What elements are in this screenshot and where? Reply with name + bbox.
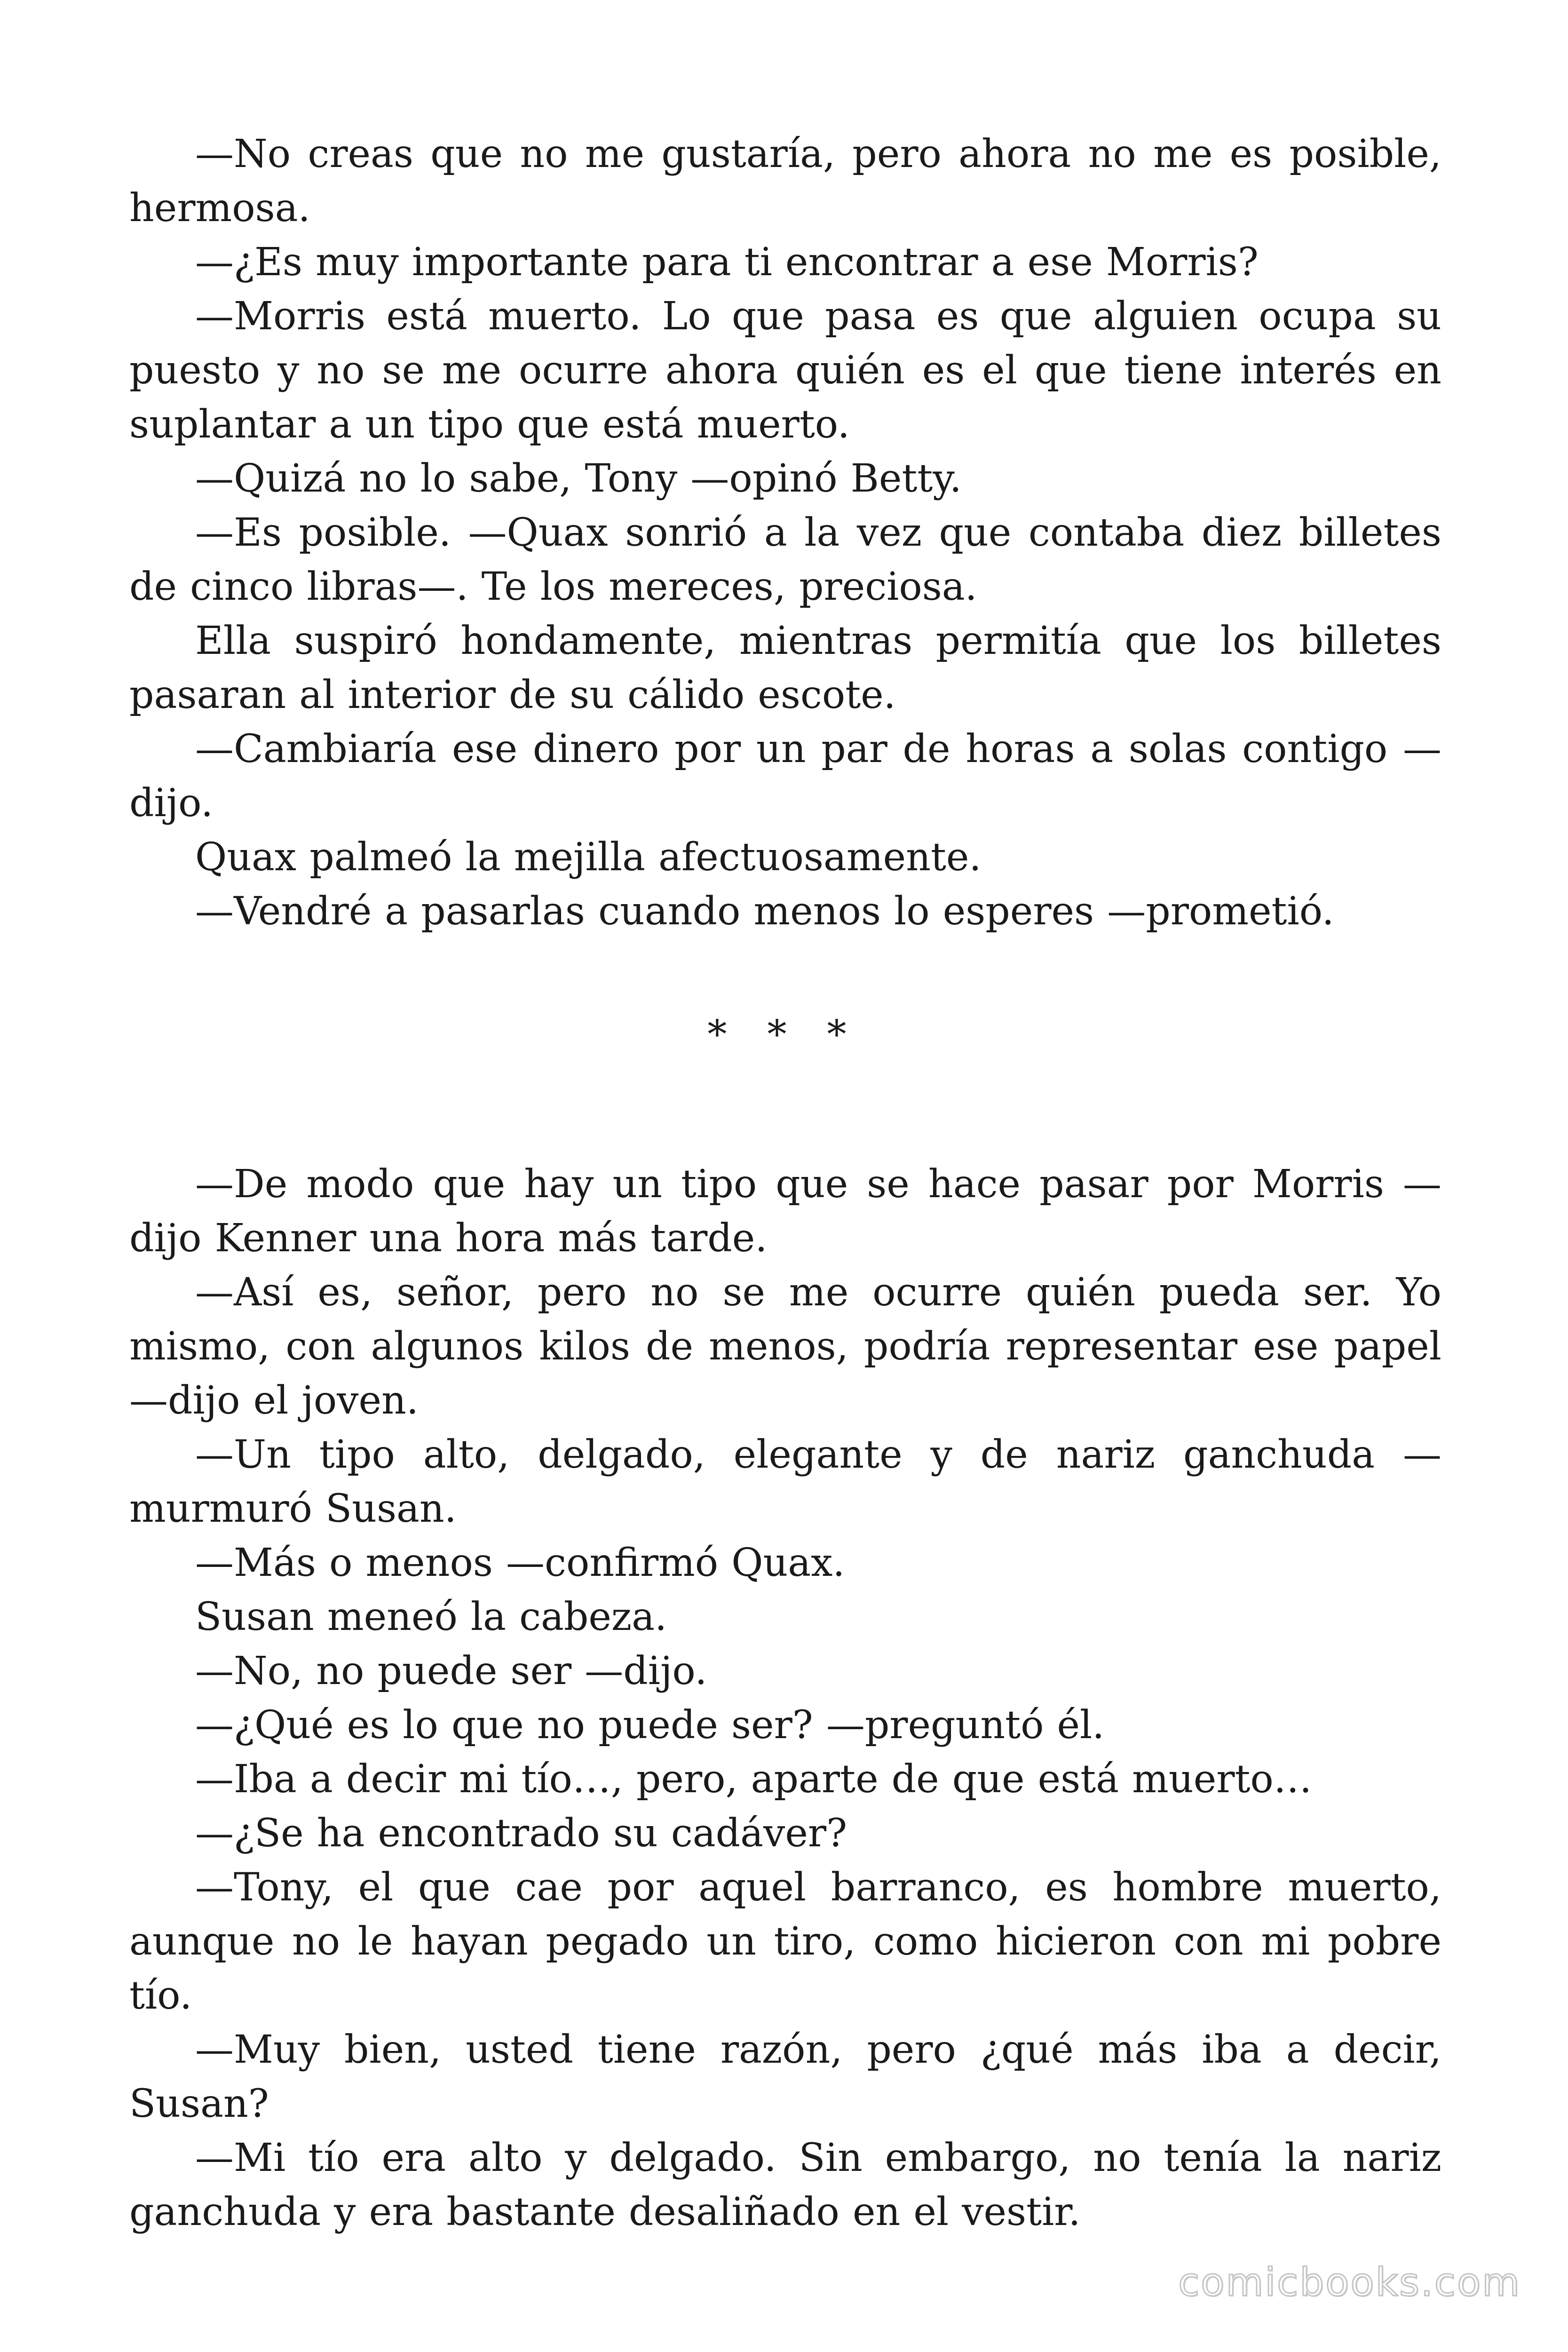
paragraph: —Vendré a pasarlas cuando menos lo esperes —prometió. xyxy=(195,889,1334,934)
section-separator: * * * xyxy=(707,1012,861,1057)
paragraph: —Así es, señor, pero no se me ocurre quién pueda ser. Yo mismo, con algunos kilos de menos, podría representar ese papel —dijo el joven. xyxy=(129,1270,1441,1423)
paragraph: —¿Qué es lo que no puede ser? —preguntó él. xyxy=(195,1703,1105,1748)
paragraph: —¿Es muy importante para ti encontrar a ese Morris? xyxy=(195,240,1259,285)
paragraph: Susan meneó la cabeza. xyxy=(195,1595,667,1639)
text-section-2 xyxy=(129,1157,1441,2239)
paragraph: —Iba a decir mi tío…, pero, aparte de que está muerto… xyxy=(195,1757,1312,1802)
paragraph: —Mi tío era alto y delgado. Sin embargo, no tenía la nariz ganchuda y era bastante desaliñado en el vestir. xyxy=(129,2136,1441,2234)
paragraph: —Muy bien, usted tiene razón, pero ¿qué más iba a decir, Susan? xyxy=(129,2027,1441,2126)
watermark: comicbooks.com xyxy=(1178,2260,1521,2305)
paragraph: —Quizá no lo sabe, Tony —opinó Betty. xyxy=(195,456,962,501)
paragraph: —Un tipo alto, delgado, elegante y de nariz ganchuda —murmuró Susan. xyxy=(129,1432,1441,1531)
paragraph: —Morris está muerto. Lo que pasa es que alguien ocupa su puesto y no se me ocurre ahora quién es el que tiene interés en suplantar a un tipo que está muerto. xyxy=(129,294,1441,447)
paragraph: —Tony, el que cae por aquel barranco, es hombre muerto, aunque no le hayan pegado un tiro, como hicieron con mi pobre tío. xyxy=(129,1865,1441,2018)
paragraph: —Es posible. —Quax sonrió a la vez que contaba diez billetes de cinco libras—. Te los mereces, preciosa. xyxy=(129,510,1441,609)
text-section-1 xyxy=(129,127,1441,938)
paragraph: —Cambiaría ese dinero por un par de horas a solas contigo —dijo. xyxy=(129,727,1441,826)
paragraph: —Más o menos —confirmó Quax. xyxy=(195,1541,845,1585)
paragraph: Quax palmeó la mejilla afectuosamente. xyxy=(195,835,982,880)
paragraph: —¿Se ha encontrado su cadáver? xyxy=(195,1811,847,1856)
paragraph: —No creas que no me gustaría, pero ahora no me es posible, hermosa. xyxy=(129,132,1441,230)
paragraph: —No, no puede ser —dijo. xyxy=(195,1649,707,1693)
paragraph: —De modo que hay un tipo que se hace pasar por Morris —dijo Kenner una hora más tarde. xyxy=(129,1162,1441,1261)
paragraph: Ella suspiró hondamente, mientras permitía que los billetes pasaran al interior de su cálido escote. xyxy=(129,619,1441,717)
